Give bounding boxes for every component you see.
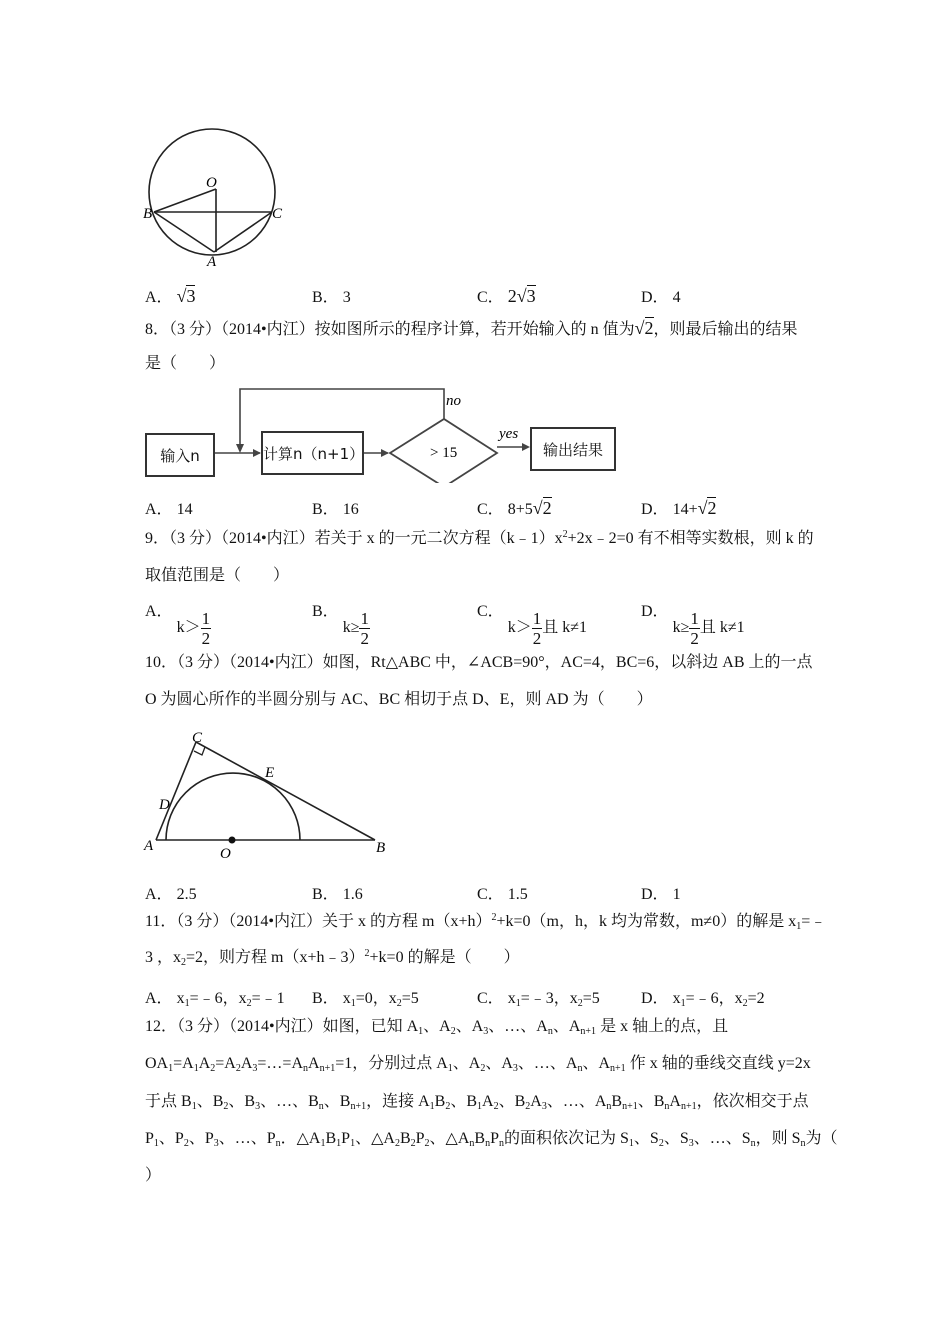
q7-option-b[interactable]: B． 3 bbox=[312, 289, 351, 306]
q12-stem-line5: ） bbox=[145, 1167, 162, 1184]
q10-label-c: C bbox=[192, 730, 203, 746]
q7-label-b: B bbox=[143, 206, 153, 222]
q7-option-c[interactable]: C． 2√3 bbox=[477, 286, 536, 306]
q9-option-d[interactable]: D． k≥ $\frac{1}{2}$ 且 k≠1 bbox=[641, 603, 745, 648]
q10-option-b[interactable]: B． 1.6 bbox=[312, 886, 363, 903]
q12-stem-line4: $P_1$、$P_2$、$P_3$、…、$P_n$．$\triangle A_1B_1P_1$、$\triangle A_2B_2P_2$、$\triangle A_nB_nP_n$的面积依次记为 $S_1$、$S_2$、$S_3$、…、$S_n$，则 $S_n$为（ bbox=[145, 1130, 838, 1149]
q10-stem-line1: 10．（3 分）（2014•内江）如图，Rt△ABC 中，∠ACB=90°，AC=4，BC=6，以斜边 AB 上的一点 bbox=[145, 654, 813, 671]
q7-circle-figure bbox=[130, 120, 300, 270]
q8-option-a[interactable]: A． 14 bbox=[145, 501, 193, 518]
flow-yes-label: yes bbox=[499, 426, 519, 442]
q9-option-a[interactable]: A． k＞ $\frac{1}{2}$ bbox=[145, 603, 211, 648]
sqrt-value: 8+5√2 bbox=[507, 498, 552, 518]
q10-label-a: A bbox=[144, 838, 154, 854]
sqrt-value: 14+√2 bbox=[672, 498, 717, 518]
q9-stem-line2: 取值范围是（ ） bbox=[145, 567, 290, 584]
q11-option-d[interactable]: D． $x_1=﹣6$，$x_2=2$ bbox=[641, 990, 765, 1009]
q10-label-d: D bbox=[159, 797, 170, 813]
q10-stem-line2: O 为圆心所作的半圆分别与 AC、BC 相切于点 D、E，则 AD 为（ ） bbox=[145, 691, 653, 708]
q12-stem-line1: 12．（3 分）（2014•内江）如图，已知 $A_1$、$A_2$、$A_3$、…、$A_n$、$A_{n+1}$ 是 x 轴上的点，且 bbox=[145, 1018, 729, 1037]
q8-option-c[interactable]: C． 8+5√2 bbox=[477, 498, 552, 518]
q8-stem-line1: 8．（3 分）（2014•内江）按如图所示的程序计算，若开始输入的 n 值为√2，则最后输出的结果 bbox=[145, 318, 798, 338]
q10-side-cb bbox=[196, 742, 375, 840]
q8-option-b[interactable]: B． 16 bbox=[312, 501, 359, 518]
q10-label-e: E bbox=[265, 765, 275, 781]
q7-option-d[interactable]: D． 4 bbox=[641, 289, 681, 306]
flow-condition-text: > 15 bbox=[430, 445, 458, 461]
flow-input-box: 输入n bbox=[145, 433, 215, 477]
sqrt-value: 2√3 bbox=[507, 286, 536, 306]
q10-semicircle bbox=[166, 773, 300, 840]
q11-stem-line1: 11．（3 分）（2014•内江）关于 x 的方程 $m(x+h)^2+k=0(m$，h，k 均为常数，m≠0）的解是 $x_1=﹣$ bbox=[145, 912, 827, 932]
flow-no-label: no bbox=[446, 393, 461, 409]
q10-option-c[interactable]: C． 1.5 bbox=[477, 886, 528, 903]
q7-circle bbox=[149, 129, 275, 255]
q10-right-angle-mark bbox=[194, 747, 205, 755]
q7-option-a[interactable]: A． √3 bbox=[145, 286, 196, 306]
flow-compute-box: 计算n（n+1） bbox=[261, 431, 364, 475]
q8-option-d[interactable]: D． 14+√2 bbox=[641, 498, 717, 518]
q9-stem-line1: 9．（3 分）（2014•内江）若关于 x 的一元二次方程$(k﹣1)x^2+2x﹣2=0$ 有不相等实数根，则 k 的 bbox=[145, 529, 814, 547]
q8-stem-line2: 是（ ） bbox=[145, 355, 226, 372]
q9-option-c[interactable]: C． k＞ $\frac{1}{2}$ 且 k≠1 bbox=[477, 603, 587, 648]
q10-label-b: B bbox=[376, 840, 386, 856]
q10-label-o: O bbox=[220, 846, 231, 862]
sqrt-value: √3 bbox=[176, 286, 196, 306]
q12-stem-line2: $OA_1=A_1A_2=A_2A_3=\dots=A_nA_{n+1}=1$，分别过点 $A_1$、$A_2$、$A_3$、…、$A_n$、$A_{n+1}$ 作 x 轴的垂线交直线 y=2x bbox=[145, 1055, 811, 1074]
q7-label-o: O bbox=[206, 175, 217, 191]
q11-option-b[interactable]: B． $x_1=0$，$x_2=5$ bbox=[312, 990, 419, 1009]
q7-label-c: C bbox=[272, 206, 283, 222]
q11-option-a[interactable]: A． $x_1=﹣6$，$x_2=﹣1$ bbox=[145, 990, 285, 1009]
q11-option-c[interactable]: C． $x_1=﹣3$，$x_2=5$ bbox=[477, 990, 600, 1009]
q7-segment-ob bbox=[154, 189, 216, 212]
q9-option-b[interactable]: B． k≥ $\frac{1}{2}$ bbox=[312, 603, 369, 648]
flow-output-box: 输出结果 bbox=[530, 427, 616, 471]
q11-stem-line2: 3 ，$x_2=2$，则方程 m（x+h﹣3）$^2$+k=0 的解是（ ） bbox=[145, 948, 520, 968]
q10-point-o bbox=[229, 837, 236, 844]
q10-option-a[interactable]: A． 2.5 bbox=[145, 886, 197, 903]
q12-stem-line3: 于点 $B_1$、$B_2$、$B_3$、…、$B_n$、$B_{n+1}$，连接 $A_1B_2$、$B_1A_2$、$B_2A_3$、…、$A_nB_{n+1}$、$B_nA_{n+1}$，依次相交于点 bbox=[145, 1093, 809, 1112]
q7-label-a: A bbox=[207, 254, 217, 270]
q10-option-d[interactable]: D． 1 bbox=[641, 886, 681, 903]
q10-triangle-figure bbox=[138, 725, 398, 865]
q10-side-ac bbox=[156, 742, 196, 840]
